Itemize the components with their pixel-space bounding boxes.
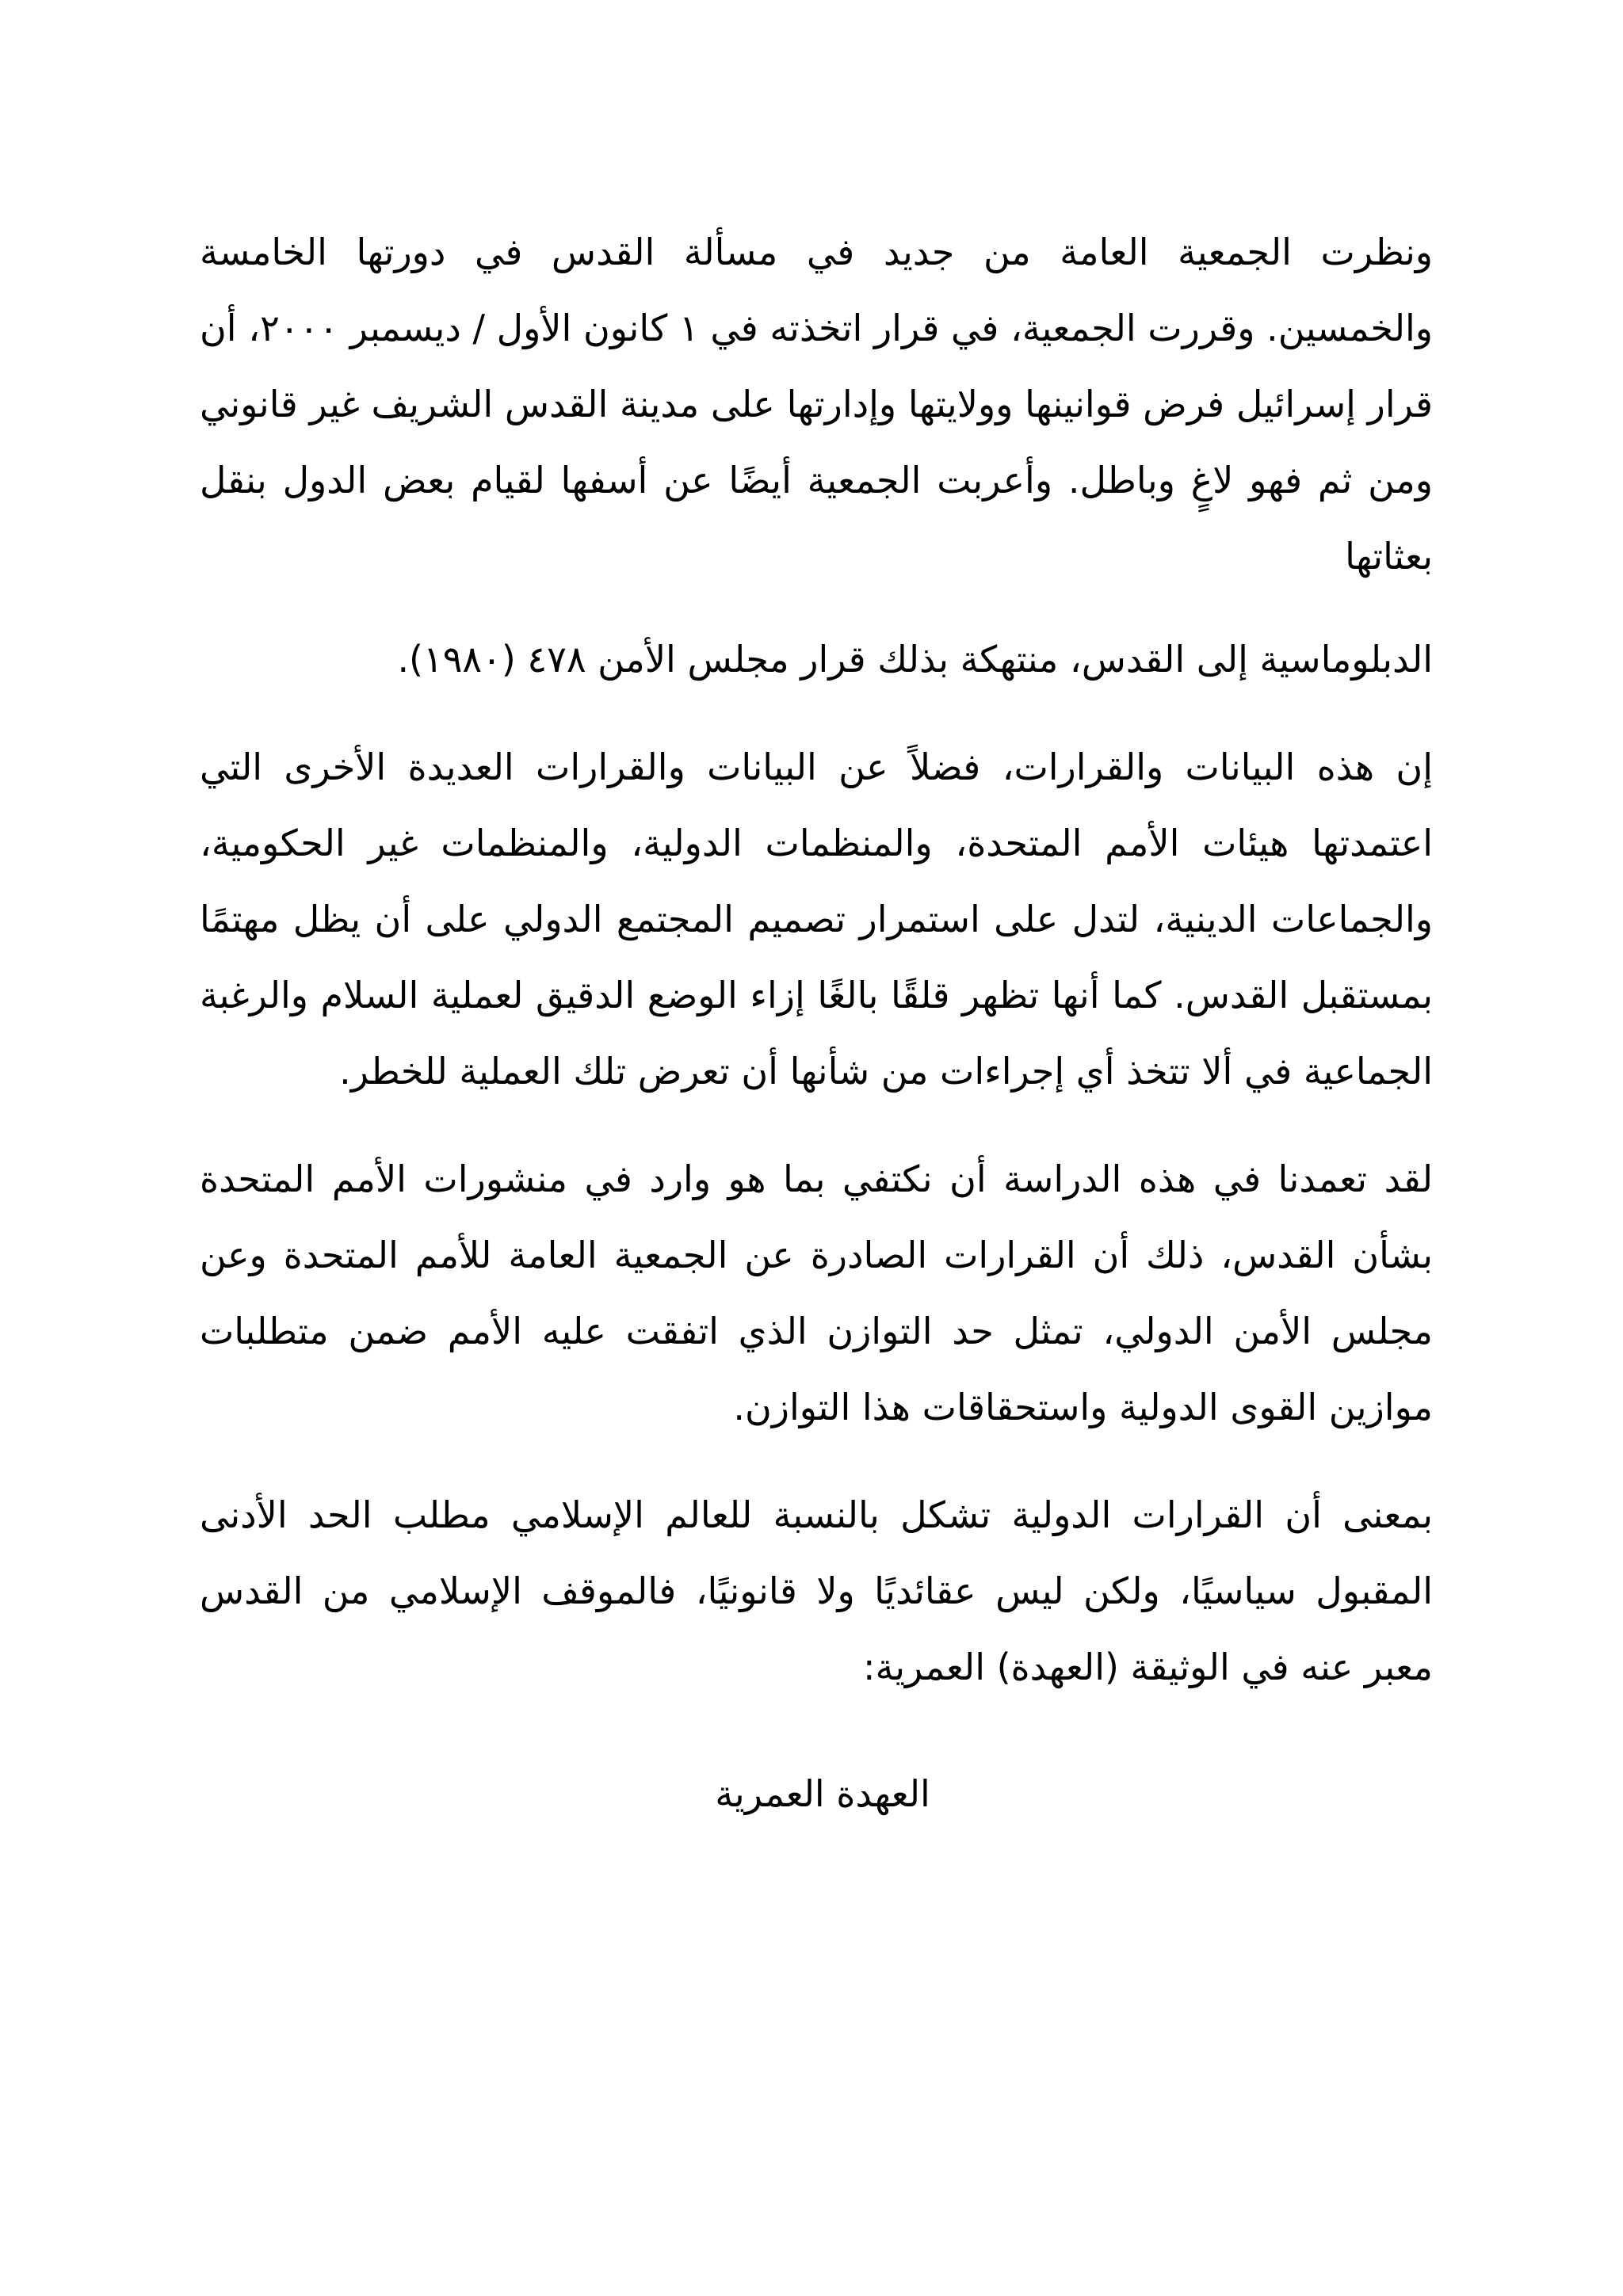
paragraph-islamic-position: بمعنى أن القرارات الدولية تشكل بالنسبة للعالم الإسلامي مطلب الحد الأدنى المقبول سياسيًا، ولكن ليس عقائديًا ولا قانونيًا، فالموقف الإسلامي من القدس معبر عنه في الوثيقة (العهدة) العمرية: [200,1493,1433,1688]
paragraph-statements-resolutions: إن هذه البيانات والقرارات، فضلاً عن البيانات والقرارات العديدة الأخرى التي اعتمدتها هيئات الأمم المتحدة، والمنظمات الدولية، والمنظمات غير الحكومية، والجماعات الدينية، لتدل على استمرار تصميم المجتمع الدولي على أن يظل مهتمًا بمستقبل القدس. كما أنها تظهر قلقًا بالغًا إزاء الوضع الدقيق لعملية السلام والرغبة الجماعية في ألا تتخذ أي إجراءات من شأنها أن تعرض تلك العملية للخطر. [200,746,1433,1093]
paragraph-general-assembly: ونظرت الجمعية العامة من جديد في مسألة القدس في دورتها الخامسة والخمسين. وقررت الجمعية، في قرار اتخذته في ١ كانون الأول / ديسمبر ٢٠٠٠، أن قرار إسرائيل فرض قوانينها وولايتها وإدارتها على مدينة القدس الشريف غير قانوني ومن ثم فهو لاغٍ وباطل. وأعربت الجمعية أيضًا عن أسفها لقيام بعض الدول بنقل بعثاتها [200,231,1434,578]
section-heading: العهدة العمرية [715,1772,930,1815]
document-body [200,214,1433,1832]
paragraph-study-scope: لقد تعمدنا في هذه الدراسة أن نكتفي بما هو وارد في منشورات الأمم المتحدة بشأن القدس، ذلك أن القرارات الصادرة عن الجمعية العامة للأمم المتحدة وعن مجلس الأمن الدولي، تمثل حد التوازن الذي اتفقت عليه الأمم ضمن متطلبات موازين القوى الدولية واستحقاقات هذا التوازن. [200,1158,1433,1428]
paragraph-diplomatic-missions: الدبلوماسية إلى القدس، منتهكة بذلك قرار مجلس الأمن ٤٧٨ (١٩٨٠). [397,638,1433,681]
